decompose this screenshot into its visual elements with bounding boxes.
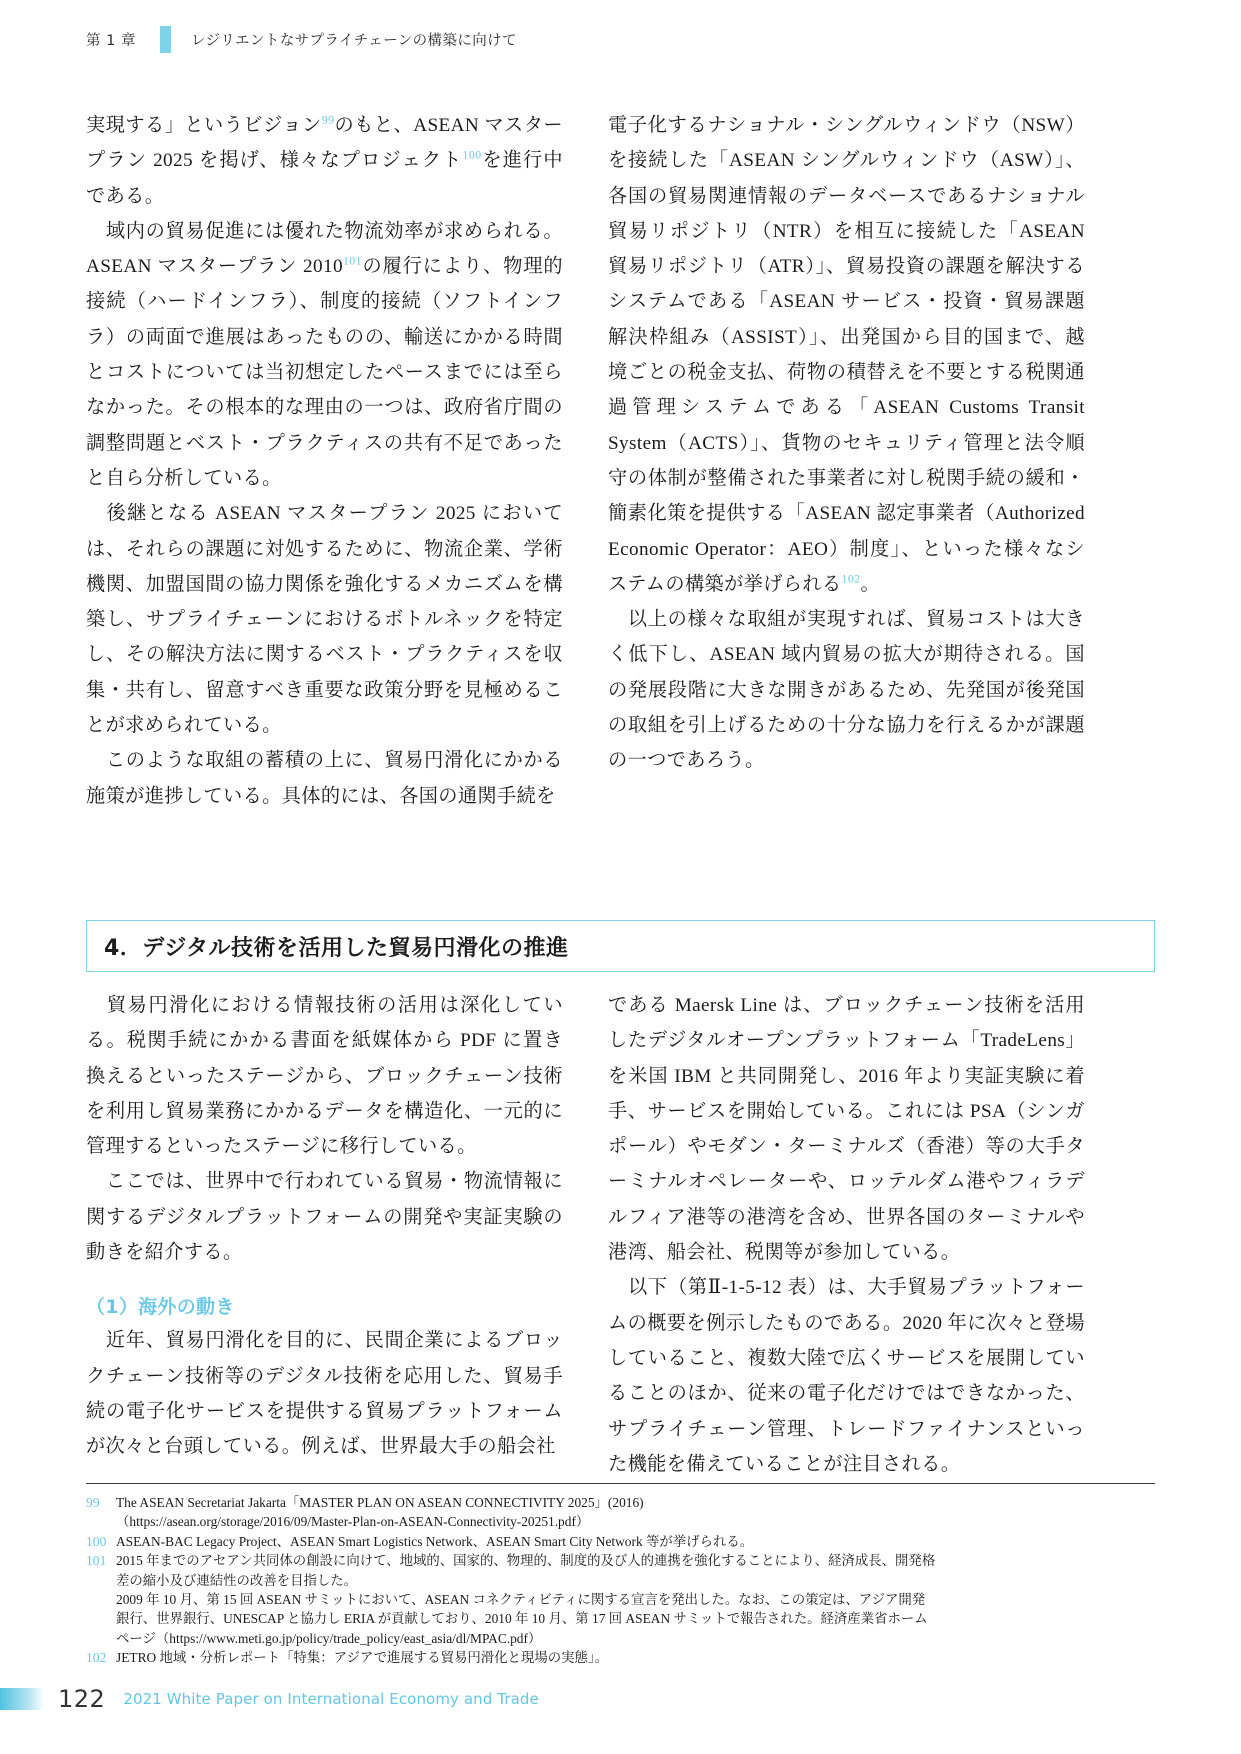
- paragraph: [86, 108, 563, 214]
- paragraph: 貿易円滑化における情報技術の活用は深化している。税関手続にかかる書面を紙媒体から PDF に置き換えるといったステージから、ブロックチェーン技術を利用し貿易業務にかかるデータを構造化、一元的に管理するといったステージに移行している。: [86, 995, 563, 1158]
- section-heading-title: 4．デジタル技術を活用した貿易円滑化の推進: [104, 935, 569, 961]
- paragraph-text: 。: [860, 573, 881, 595]
- footnote-body: [116, 1532, 1155, 1551]
- footnotes-block: [86, 1483, 1155, 1668]
- paragraph: [86, 214, 563, 496]
- footnote-item: [86, 1648, 1155, 1667]
- footnote-line: ページ（https://www.meti.go.jp/policy/trade_policy/east_asia/dl/MPAC.pdf）: [116, 1630, 542, 1646]
- paragraph-text: 実現する」というビジョン: [86, 115, 322, 136]
- publication-title: 2021 White Paper on International Economy and Trade: [123, 1690, 539, 1708]
- paragraph: である Maersk Line は、ブロックチェーン技術を活用したデジタルオープンプラットフォーム「TradeLens」を米国 IBM と共同開発し、2016 年より実証実験に着手、サービスを開始している。これには PSA（シンガポール）やモダン・ターミナルズ（香港）等の大手ターミナルオペレーターや、ロッテルダム港やフィラデルフィア港等の港湾を含め、世界各国のターミナルや港湾、船会社、税関等が参加している。: [608, 995, 1085, 1264]
- footnote-body: [116, 1648, 1155, 1667]
- top-section-columns: [86, 108, 1155, 814]
- page-running-header: [86, 22, 1155, 56]
- paragraph: 以上の様々な取組が実現すれば、貿易コストは大きく低下し、ASEAN 域内貿易の拡大が期待される。国の発展段階に大きな開きがあるため、先発国が後発国の取組を引上げるための十分な協力を行えるかが課題の一つであろう。: [608, 609, 1085, 772]
- top-section-left-column: [86, 108, 563, 814]
- paragraph-text: 域内の貿易促進には優れた物流効率が求められる。ASEAN マスタープラン 2010: [86, 220, 563, 278]
- footnote-number: 99: [86, 1495, 100, 1510]
- paragraph: 近年、貿易円滑化を目的に、民間企業によるブロックチェーン技術等のデジタル技術を応用した、貿易手続の電子化サービスを提供する貿易プラットフォームが次々と台頭している。例えば、世界最大手の船会社: [86, 1330, 563, 1458]
- paragraph: このような取組の蓄積の上に、貿易円滑化にかかる施策が進捗している。具体的には、各国の通関手続を: [86, 750, 563, 807]
- footnote-item: [86, 1493, 1155, 1532]
- footnote-line: （https://asean.org/storage/2016/09/Master-Plan-on-ASEAN-Connectivity-20251.pdf）: [116, 1514, 590, 1530]
- footnote-divider: [86, 1483, 1155, 1484]
- chapter-number: 第 1 章: [86, 32, 136, 49]
- footer-accent-swatch: [0, 1688, 44, 1710]
- footnote-number: 101: [86, 1553, 107, 1569]
- footnote-line: ASEAN-BAC Legacy Project、ASEAN Smart Logistics Network、ASEAN Smart City Network 等が挙げられる。: [116, 1533, 754, 1549]
- top-section-right-column: [608, 108, 1085, 814]
- footnote-item: [86, 1551, 1155, 1648]
- paragraph: ここでは、世界中で行われている貿易・物流情報に関するデジタルプラットフォームの開発や実証実験の動きを紹介する。: [86, 1171, 563, 1264]
- page-footer: [0, 1682, 1241, 1716]
- footnote-line: 差の縮小及び連結性の改善を目指した。: [116, 1572, 358, 1588]
- footnote-line: 2015 年までのアセアン共同体の創設に向けて、地域的、国家的、物理的、制度的及び人的連携を強化することにより、経済成長、開発格: [116, 1553, 936, 1569]
- footnote-ref-101[interactable]: 101: [342, 253, 362, 268]
- section-heading-box: [86, 920, 1155, 972]
- paragraph-text: 電子化するナショナル・シングルウィンドウ（NSW）を接続した「ASEAN シングルウィンドウ（ASW）」、各国の貿易関連情報のデータベースであるナショナル貿易リポジトリ（NTR）を相互に接続した「ASEAN 貿易リポジトリ（ATR）」、貿易投資の課題を解決するシステムである「ASEAN サービス・投資・貿易課題解決枠組み（ASSIST）」、出発国から目的国まで、越境ごとの税金支払、荷物の積替えを不要とする税関通過管理システムである「ASEAN Customs Transit System（ACTS）」、貨物のセキュリティ管理と法令順守の体制が整備された事業者に対し税関手続の緩和・簡素化策を提供する「ASEAN 認定事業者（Authorized Economic Operator：AEO）制度」、といった様々なシステムの構築が挙げられる: [608, 115, 1085, 595]
- paragraph: 以下（第Ⅱ-1-5-12 表）は、大手貿易プラットフォームの概要を例示したものである。2020 年に次々と登場していること、複数大陸で広くサービスを展開していることのほか、従来の電子化だけではできなかった、サプライチェーン管理、トレードファイナンスといった機能を備えていることが注目される。: [608, 1277, 1085, 1475]
- header-accent-bar: [160, 26, 171, 53]
- paragraph: 後継となる ASEAN マスタープラン 2025 においては、それらの課題に対処するために、物流企業、学術機関、加盟国間の協力関係を強化するメカニズムを構築し、サプライチェーンにおけるボトルネックを特定し、その解決方法に関するベスト・プラクティスを収集・共有し、留意すべき重要な政策分野を見極めることが求められている。: [86, 503, 563, 737]
- footnote-number: 100: [86, 1533, 107, 1549]
- paragraph-text: の履行により、物理的接続（ハードインフラ）、制度的接続（ソフトインフラ）の両面で進展はあったものの、輸送にかかる時間とコストについては当初想定したペースまでには至らなかった。その根本的な理由の一つは、政府省庁間の調整問題とベスト・プラクティスの共有不足であったと自ら分析している。: [86, 256, 563, 489]
- footnote-ref-99[interactable]: 99: [321, 112, 335, 127]
- subsection-heading-overseas-trends: （1）海外の動き: [86, 1296, 235, 1319]
- footnote-line: The ASEAN Secretariat Jakarta「MASTER PLAN ON ASEAN CONNECTIVITY 2025」(2016): [116, 1495, 644, 1510]
- second-section-columns: [86, 988, 1155, 1482]
- footnote-item: [86, 1532, 1155, 1551]
- footnote-number: 102: [86, 1650, 107, 1666]
- paragraph-text: を進行中である。: [86, 150, 563, 207]
- footnote-ref-100[interactable]: 100: [462, 147, 482, 162]
- paragraph: [608, 108, 1085, 602]
- footnote-line: 銀行、世界銀行、UNESCAP と協力し ERIA が貢献しており、2010 年 10 月、第 17 回 ASEAN サミットで報告された。経済産業省ホーム: [116, 1611, 928, 1627]
- second-section-right-column: [608, 988, 1085, 1482]
- footnote-body: [116, 1493, 1155, 1532]
- footnote-body: [116, 1551, 1155, 1648]
- footnote-line: 2009 年 10 月、第 15 回 ASEAN サミットにおいて、ASEAN コネクティビティに関する宣言を発出した。なお、この策定は、アジア開発: [116, 1592, 926, 1608]
- second-section-left-column: [86, 988, 563, 1482]
- page-number: 122: [58, 1685, 106, 1713]
- footnote-line: JETRO 地域・分析レポート「特集：アジアで進展する貿易円滑化と現場の実態」。: [116, 1650, 608, 1666]
- paragraph-text: のもと、ASEAN マスタープラン 2025 を掲げ、様々なプロジェクト: [86, 115, 563, 172]
- chapter-title: レジリエントなサプライチェーンの構築に向けて: [190, 32, 517, 49]
- footnote-ref-102[interactable]: 102: [841, 571, 861, 586]
